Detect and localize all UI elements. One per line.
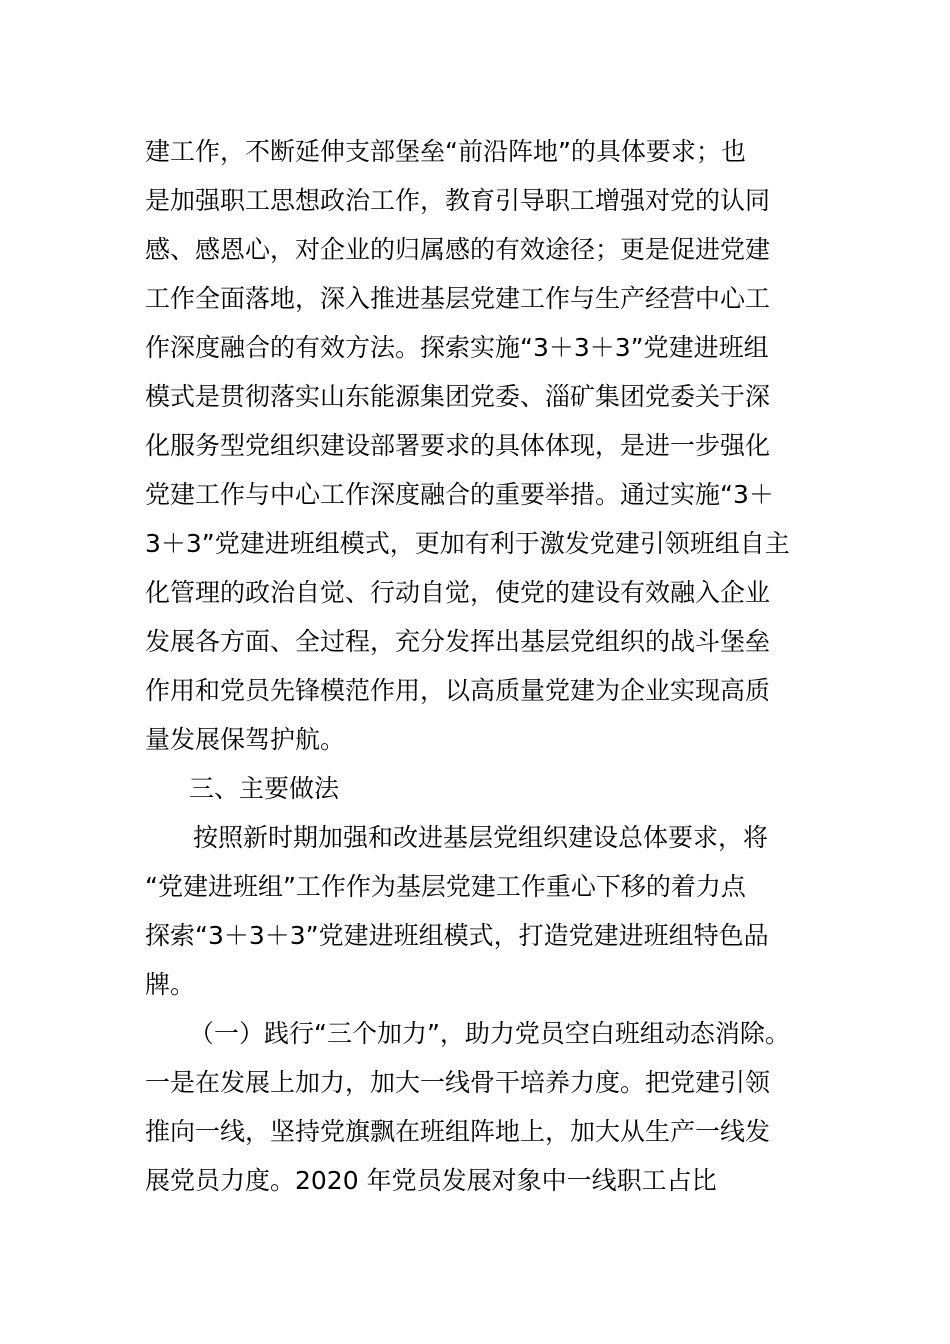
- paragraph-line: 一是在发展上加力，加大一线骨干培养力度。把党建引领: [145, 1068, 771, 1097]
- paragraph-line: 模式是贯彻落实山东能源集团党委、淄矿集团党委关于深: [145, 382, 771, 411]
- body-text: [145, 127, 825, 1205]
- paragraph-line: 探索“3＋3＋3”党建进班组模式，打造党建进班组特色品: [145, 921, 769, 950]
- paragraph-line: 党建工作与中心工作深度融合的重要举措。通过实施“3＋: [145, 480, 774, 509]
- paragraph-line: 按照新时期加强和改进基层党组织建设总体要求，将: [193, 823, 769, 852]
- paragraph-line: 牌。: [145, 970, 196, 999]
- paragraph-line: 感、感恩心，对企业的归属感的有效途径；更是促进党建: [145, 235, 771, 264]
- paragraph-line: 展党员力度。2020 年党员发展对象中一线职工占比: [145, 1166, 717, 1195]
- paragraph-line: 化服务型党组织建设部署要求的具体体现，是进一步强化: [145, 431, 771, 460]
- section-heading: 三、主要做法: [189, 774, 340, 803]
- paragraph-line: 是加强职工思想政治工作，教育引导职工增强对党的认同: [145, 186, 771, 215]
- paragraph-line: 量发展保驾护航。: [145, 725, 346, 754]
- paragraph-line: 化管理的政治自觉、行动自觉，使党的建设有效融入企业: [145, 578, 771, 607]
- paragraph-line: 作深度融合的有效方法。探索实施“3＋3＋3”党建进班组: [145, 333, 769, 362]
- paragraph-line: 建工作，不断延伸支部堡垒“前沿阵地”的具体要求；也: [145, 137, 746, 166]
- paragraph-line: 推向一线，坚持党旗飘在班组阵地上，加大从生产一线发: [145, 1117, 771, 1146]
- paragraph-line: 发展各方面、全过程，充分发挥出基层党组织的战斗堡垒: [145, 627, 771, 656]
- subsection-heading: （一）践行“三个加力”，助力党员空白班组动态消除。: [189, 1019, 790, 1048]
- paragraph-line: 工作全面落地，深入推进基层党建工作与生产经营中心工: [145, 284, 771, 313]
- paragraph-line: 3＋3”党建进班组模式，更加有利于激发党建引领班组自主: [145, 529, 790, 558]
- paragraph-line: 作用和党员先锋模范作用，以高质量党建为企业实现高质: [145, 676, 771, 705]
- paragraph-line: “党建进班组”工作作为基层党建工作重心下移的着力点: [145, 872, 746, 901]
